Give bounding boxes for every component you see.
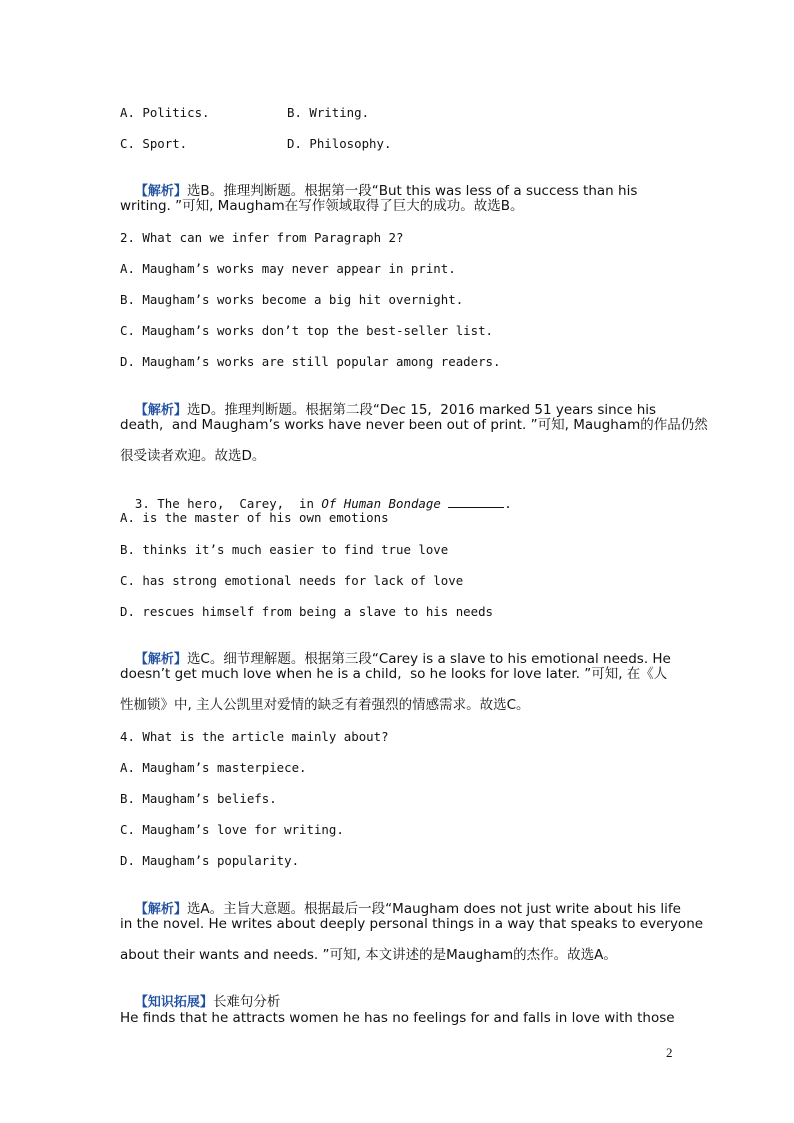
q2-question: 2. What can we infer from Paragraph 2? — [120, 230, 404, 245]
q3-option-b: B. thinks it’s much easier to find true love — [120, 542, 449, 557]
analysis-label: 【解析】 — [134, 652, 187, 667]
q4-analysis-line-1 — [120, 885, 690, 918]
q2-analysis-text-1: 选D。推理判断题。根据第二段“Dec 15, 2016 marked 51 years since his — [186, 402, 657, 418]
q4-option-a: A. Maugham’s masterpiece. — [120, 760, 307, 775]
q3-answer-blank — [448, 495, 504, 508]
q3-question — [120, 479, 690, 512]
page-number: 2 — [666, 1045, 673, 1060]
analysis-label: 【解析】 — [134, 902, 187, 917]
analysis-label: 【解析】 — [134, 184, 187, 199]
extension-heading — [120, 978, 690, 1011]
q3-option-d: D. rescues himself from being a slave to his needs — [120, 604, 493, 619]
q1-analysis-text-1: 选B。推理判断题。根据第一段“But this was less of a success than his — [186, 183, 638, 199]
q2-option-c: C. Maugham’s works don’t top the best-seller list. — [120, 323, 493, 338]
extension-title: 长难句分析 — [212, 994, 281, 1010]
extension-label: 【知识拓展】 — [134, 995, 213, 1010]
q1-option-a: A. Politics. — [120, 105, 210, 120]
q3-option-c: C. has strong emotional needs for lack of love — [120, 573, 464, 588]
extension-text: He finds that he attracts women he has no feelings for and falls in love with those — [120, 1010, 675, 1026]
q4-option-b: B. Maugham’s beliefs. — [120, 791, 277, 806]
q1-option-d: D. Philosophy. — [287, 136, 392, 151]
analysis-label: 【解析】 — [134, 403, 187, 418]
q3-book-title: Of Human Bondage — [321, 496, 441, 511]
q3-analysis-line-3: 性枷锁》中, 主人公凯里对爱情的缺乏有着强烈的情感需求。故选C。 — [120, 697, 530, 713]
q4-analysis-line-2: in the novel. He writes about deeply personal things in a way that speaks to everyone — [120, 916, 704, 932]
q3-analysis-line-2: doesn’t get much love when he is a child, so he looks for love later. ”可知, 在《人 — [120, 666, 668, 682]
q2-option-b: B. Maugham’s works become a big hit overnight. — [120, 292, 464, 307]
q3-analysis-text-1: 选C。细节理解题。根据第三段“Carey is a slave to his emotional needs. He — [186, 651, 671, 667]
q2-analysis-line-3: 很受读者欢迎。故选D。 — [120, 448, 266, 464]
q4-option-c: C. Maugham’s love for writing. — [120, 822, 344, 837]
q4-option-d: D. Maugham’s popularity. — [120, 853, 300, 868]
q4-question: 4. What is the article mainly about? — [120, 729, 389, 744]
q3-option-a: A. is the master of his own emotions — [120, 510, 389, 525]
q1-analysis-line-2: writing. ”可知, Maugham在写作领域取得了巨大的成功。故选B。 — [120, 198, 524, 214]
q4-analysis-text-1: 选A。主旨大意题。根据最后一段“Maugham does not just write about his life — [186, 901, 681, 917]
q1-option-c: C. Sport. — [120, 136, 188, 151]
q1-analysis-line-1 — [120, 167, 690, 200]
q3-analysis-line-1 — [120, 635, 690, 668]
q2-option-a: A. Maugham’s works may never appear in print. — [120, 261, 456, 276]
q3-question-prefix: 3. The hero, Carey, in — [134, 496, 322, 511]
q4-analysis-line-3: about their wants and needs. ”可知, 本文讲述的是Maugham的杰作。故选A。 — [120, 947, 617, 963]
q2-option-d: D. Maugham’s works are still popular among readers. — [120, 354, 501, 369]
q1-option-b: B. Writing. — [287, 105, 370, 120]
q3-question-suffix: . — [504, 496, 512, 511]
q2-analysis-line-2: death, and Maugham’s works have never been out of print. ”可知, Maugham的作品仍然 — [120, 417, 708, 433]
q2-analysis-line-1 — [120, 386, 690, 419]
